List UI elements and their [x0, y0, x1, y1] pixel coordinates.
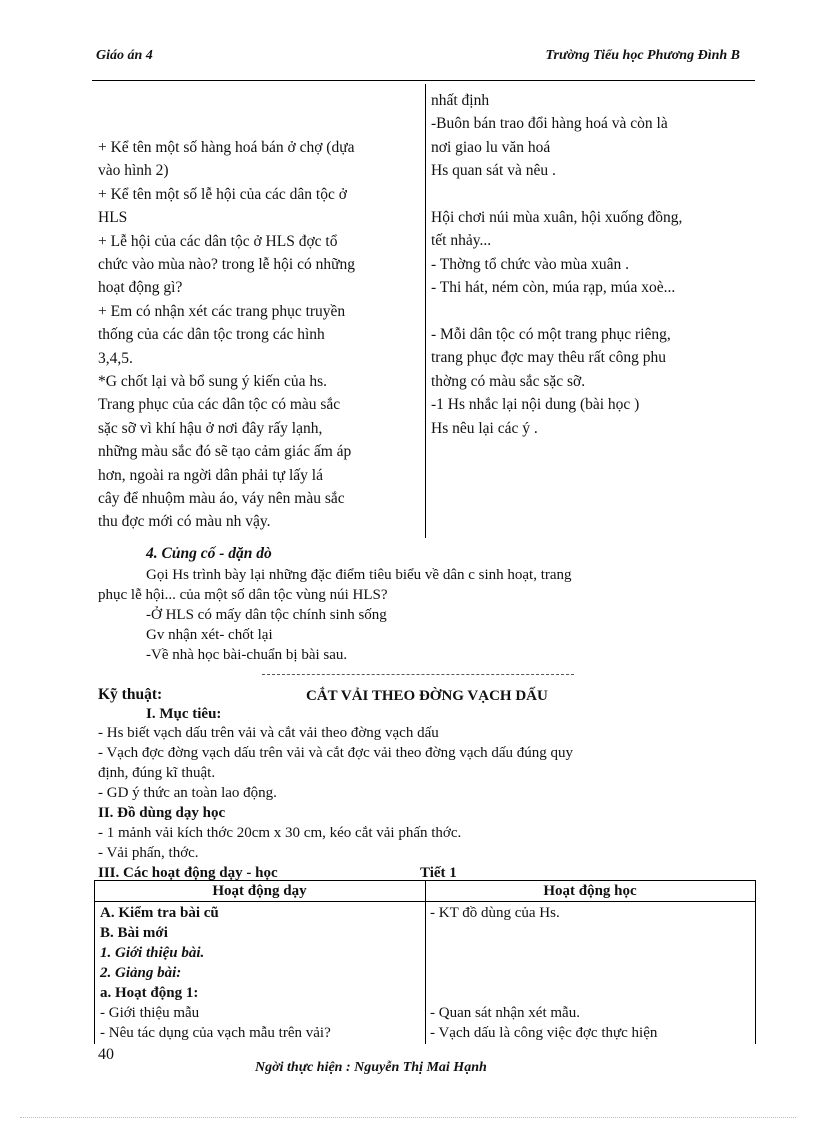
material-line: - Vải phấn, thớc. [98, 845, 199, 861]
consolidation-line: Gv nhận xét- chốt lại [146, 627, 273, 643]
objectives-heading: I. Mục tiêu: [146, 706, 222, 722]
upper-right-line: - Thi hát, ném còn, múa rạp, múa xoè... [431, 279, 676, 297]
upper-right-line: Hội chơi núi mùa xuân, hội xuống đồng, [431, 209, 683, 226]
upper-left-line: + Em có nhận xét các trang phục truyền [98, 302, 346, 320]
lesson-title: CẮT VẢI THEO ĐỜNG VẠCH DẤU [306, 688, 548, 704]
upper-left-line: thu đợc mới có màu nh vậy. [98, 513, 271, 531]
page-number: 40 [98, 1046, 114, 1063]
upper-left-line: vào hình 2) [98, 162, 169, 180]
consolidation-line: phục lễ hội... của một số dân tộc vùng núi HLS? [98, 587, 388, 603]
activity-row-right: - Quan sát nhận xét mẫu. [430, 1005, 580, 1021]
upper-table-divider [425, 84, 426, 538]
objective-line: - GD ý thức an toàn lao động. [98, 785, 277, 801]
upper-left-line: những màu sắc đó sẽ tạo cảm giác ấm áp [98, 443, 352, 461]
activity-row-left: A. Kiểm tra bài cũ [100, 905, 219, 921]
upper-left-line: cây để nhuộm màu áo, váy nên màu sắc [98, 490, 345, 507]
upper-left-line: *G chốt lại và bổ sung ý kiến của hs. [98, 373, 328, 390]
material-line: - 1 mảnh vải kích thớc 20cm x 30 cm, kéo cắt vải phấn thớc. [98, 825, 462, 841]
materials-heading: II. Đồ dùng dạy học [98, 805, 226, 821]
period-label: Tiết 1 [420, 865, 457, 881]
upper-right-line: -1 Hs nhắc lại nội dung (bài học ) [431, 396, 640, 414]
objective-line: - Vạch đợc đờng vạch dấu trên vải và cắt đợc vải theo đờng vạch dấu đúng quy [98, 745, 574, 761]
header-right: Trường Tiểu học Phương Đình B [545, 48, 740, 63]
objective-line: định, đúng kĩ thuật. [98, 765, 216, 781]
upper-left-line: HLS [98, 209, 128, 227]
upper-left-line: 3,4,5. [98, 349, 133, 367]
activity-row-left: 2. Giảng bài: [100, 965, 182, 981]
upper-left-line: hơn, ngoài ra ngời dân phải tự lấy lá [98, 466, 323, 484]
upper-left-line: + Kể tên một số lễ hội của các dân tộc ở [98, 185, 347, 203]
header-divider [92, 80, 755, 81]
activity-row-left: 1. Giới thiệu bài. [100, 945, 205, 961]
column-header-learning: Hoạt động học [543, 883, 637, 899]
table-right-border [755, 880, 756, 1044]
footer-author: Ngời thực hiện : Nguyễn Thị Mai Hạnh [255, 1060, 487, 1075]
consolidation-line: -Ở HLS có mấy dân tộc chính sinh sống [146, 607, 387, 623]
upper-left-line: + Kể tên một số hàng hoá bán ở chợ (dựa [98, 139, 355, 156]
upper-right-line: thờng có màu sắc sặc sỡ. [431, 372, 586, 390]
activity-row-right: - KT đồ dùng của Hs. [430, 905, 560, 921]
activity-row-left: B. Bài mới [100, 925, 168, 941]
consolidation-heading: 4. Củng cố - dặn dò [146, 545, 272, 562]
upper-left-line: thống của các dân tộc trong các hình [98, 326, 325, 344]
upper-right-line: Hs nêu lại các ý . [431, 419, 538, 437]
consolidation-line: Gọi Hs trình bày lại những đặc điểm tiêu biểu về dân c sinh hoạt, trang [146, 567, 572, 583]
subject-label: Kỹ thuật: [98, 686, 163, 703]
upper-right-line: nơi giao lu văn hoá [431, 138, 551, 156]
upper-right-line: - Mỗi dân tộc có một trang phục riêng, [431, 326, 671, 343]
page-bottom-dotted-line [20, 1117, 796, 1118]
column-header-teaching: Hoạt động dạy [212, 883, 307, 899]
activities-heading: III. Các hoạt động dạy - học [98, 865, 278, 881]
header-left: Giáo án 4 [96, 48, 153, 63]
upper-left-line: + Lễ hội của các dân tộc ở HLS đợc tổ [98, 232, 338, 250]
upper-right-line: tết nhảy... [431, 232, 492, 250]
upper-right-line: trang phục đợc may thêu rất công phu [431, 349, 667, 367]
upper-right-line: - Thờng tổ chức vào mùa xuân . [431, 255, 629, 273]
upper-right-line: nhất định [431, 92, 490, 109]
activity-row-right: - Vạch dấu là công việc đợc thực hiện [430, 1025, 658, 1041]
upper-left-line: chức vào mùa nào? trong lễ hội có những [98, 256, 355, 273]
objective-line: - Hs biết vạch dấu trên vải và cắt vải theo đờng vạch dấu [98, 725, 439, 741]
upper-left-line: Trang phục của các dân tộc có màu sắc [98, 396, 341, 414]
upper-left-line: sặc sỡ vì khí hậu ở nơi đây rấy lạnh, [98, 419, 323, 437]
activity-row-left: - Nêu tác dụng của vạch mẫu trên vải? [100, 1025, 331, 1041]
consolidation-line: -Về nhà học bài-chuẩn bị bài sau. [146, 647, 348, 663]
upper-right-line: Hs quan sát và nêu . [431, 162, 556, 180]
activity-row-left: a. Hoạt động 1: [100, 985, 199, 1001]
upper-left-line: hoạt động gì? [98, 279, 183, 297]
upper-right-line: -Buôn bán trao đổi hàng hoá và còn là [431, 115, 668, 133]
activity-row-left: - Giới thiệu mẫu [100, 1005, 200, 1021]
table-column-divider [425, 880, 426, 1044]
table-left-border [94, 880, 95, 1044]
section-separator [262, 674, 574, 675]
